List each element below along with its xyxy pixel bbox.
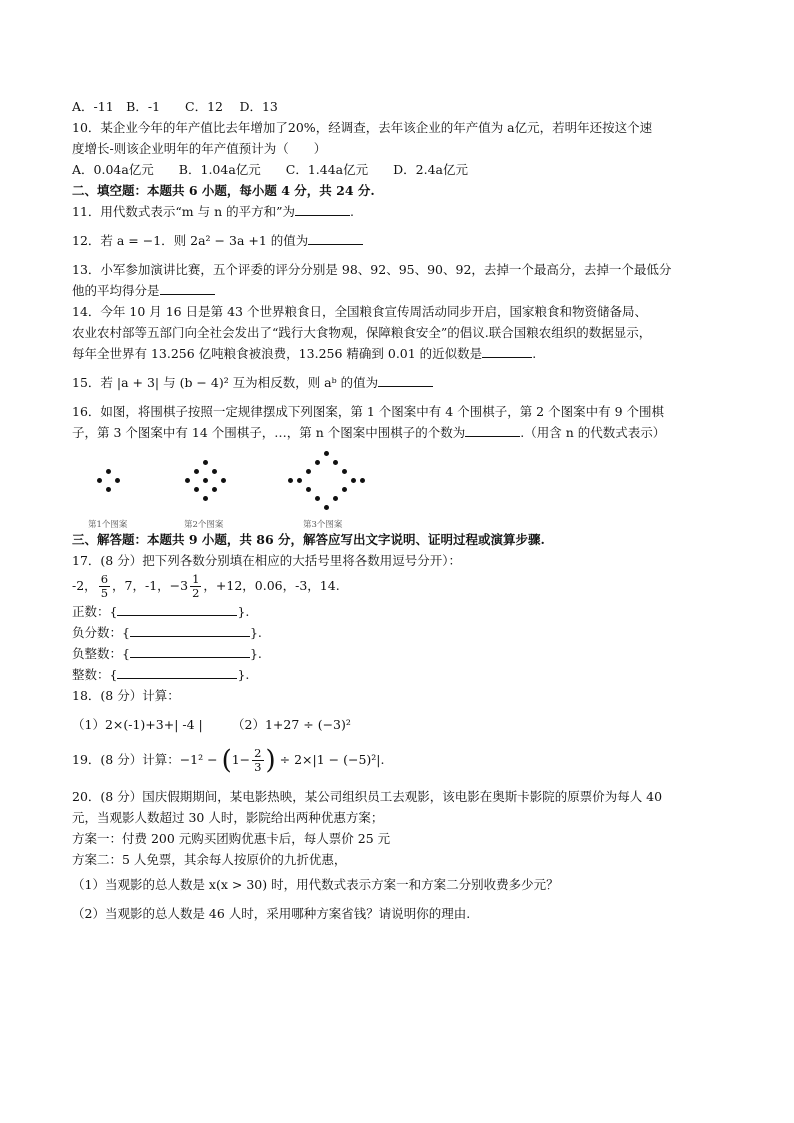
fraction-2-3 bbox=[252, 747, 263, 774]
category-label: 正数：{ bbox=[72, 604, 118, 619]
q16-line2 bbox=[72, 422, 732, 443]
go-stone bbox=[221, 478, 226, 483]
go-stone bbox=[194, 487, 199, 492]
q14-line2: 农业农村部等五部门向全社会发出了“践行大食物观，保障粮食安全”的倡议.联合国粮农组织的数据显示， bbox=[72, 325, 652, 340]
go-stone bbox=[315, 496, 320, 501]
go-stone bbox=[297, 478, 302, 483]
go-stone bbox=[342, 469, 347, 474]
q17-nums-c: ，+12，0.06，-3，14. bbox=[203, 578, 340, 593]
q12-text: 12．若 a = −1．则 2a² − 3a +1 的值为 bbox=[72, 233, 309, 248]
go-stone-pattern-figure bbox=[72, 449, 732, 530]
q11-text: 11．用代数式表示“m 与 n 的平方和”为 bbox=[72, 204, 296, 219]
go-stone bbox=[185, 478, 190, 483]
q14-answer-blank[interactable] bbox=[482, 343, 532, 358]
frac-denominator: 2 bbox=[192, 586, 200, 600]
go-stone bbox=[203, 460, 208, 465]
q20-sub2: （2）当观影的总人数是 46 人时，采用哪种方案省钱？请说明你的理由. bbox=[72, 905, 471, 921]
go-stone bbox=[324, 505, 329, 510]
go-stone bbox=[306, 487, 311, 492]
q13-text: 他的平均得分是 bbox=[72, 283, 160, 298]
q11 bbox=[72, 201, 732, 222]
q17-numbers bbox=[72, 571, 732, 601]
q20-sub1: （1）当观影的总人数是 x(x > 30) 时，用代数式表示方案一和方案二分别收费多少元？ bbox=[72, 876, 559, 892]
q17-line1: 17．(8 分）把下列各数分别填在相应的大括号里将各数用逗号分开）： bbox=[72, 553, 461, 568]
go-stone bbox=[106, 487, 111, 492]
q14-text: 每年全世界有 13.256 亿吨粮食被浪费，13.256 精确到 0.01 的近似数是 bbox=[72, 346, 483, 361]
q10-options: A．0.04a亿元 B．1.04a亿元 C．1.44a亿元 D．2.4a亿元 bbox=[72, 162, 468, 177]
q20-plan2: 方案二：5 人免票，其余每人按原价的九折优惠， bbox=[72, 851, 347, 867]
category-close: }. bbox=[249, 646, 262, 661]
caption-pattern-1: 第1个图案 bbox=[88, 520, 128, 530]
go-stone bbox=[203, 478, 208, 483]
q15-answer-blank[interactable] bbox=[378, 372, 433, 387]
go-stone bbox=[351, 478, 356, 483]
q13-line2 bbox=[72, 280, 732, 301]
q16-answer-blank[interactable] bbox=[465, 422, 520, 437]
q19-suffix: ÷ 2×|1 − (−5)²|. bbox=[279, 752, 385, 767]
q14-suffix: . bbox=[532, 346, 537, 361]
go-stone bbox=[333, 460, 338, 465]
category-answer-blank[interactable] bbox=[117, 664, 237, 679]
q18-line1: 18．(8 分）计算： bbox=[72, 688, 180, 703]
category-close: }. bbox=[237, 667, 250, 682]
section3-title: 三、解答题：本题共 9 小题，共 86 分，解答应写出文字说明、证明过程或演算步骤. bbox=[72, 532, 545, 547]
fraction-1-2 bbox=[190, 573, 201, 600]
q20-plan1: 方案一：付费 200 元购买团购优惠卡后，每人票价 25 元 bbox=[72, 830, 391, 846]
q15 bbox=[72, 372, 732, 393]
go-stone bbox=[115, 478, 120, 483]
go-stone bbox=[106, 469, 111, 474]
go-stone bbox=[212, 469, 217, 474]
frac-numerator: 1 bbox=[192, 572, 200, 586]
q10-line2: 度增长-则该企业明年的年产值预计为（ ） bbox=[72, 141, 327, 156]
go-stone bbox=[97, 478, 102, 483]
q16-line1: 16．如图，将围棋子按照一定规律摆成下列图案，第 1 个图案中有 4 个围棋子，第 2 个图案中有 9 个围棋 bbox=[72, 404, 665, 419]
q20-line2: 元，当观影人数超过 30 人时，影院给出两种优惠方案； bbox=[72, 809, 384, 825]
q11-suffix: . bbox=[350, 204, 354, 219]
section2-title: 二、填空题：本题共 6 小题，每小题 4 分，共 24 分. bbox=[72, 183, 375, 198]
caption-pattern-3: 第3个图案 bbox=[303, 520, 343, 530]
exam-page bbox=[72, 96, 732, 924]
q10-line1: 10．某企业今年的年产值比去年增加了20%，经调查，去年该企业的年产值为 a亿元，若明年还按这个速 bbox=[72, 120, 653, 135]
q20-line1: 20．(8 分）国庆假期期间，某电影热映，某公司组织员工去观影，该电影在奥斯卡影院的原票价为每人 40 bbox=[72, 788, 663, 804]
close-paren: ) bbox=[265, 745, 276, 776]
q17-category-integer bbox=[72, 664, 732, 685]
q19-inner: 1− bbox=[231, 752, 251, 767]
category-answer-blank[interactable] bbox=[130, 643, 250, 658]
q18-part2: （2）1+27 ÷ (−3)² bbox=[232, 717, 351, 732]
frac-numerator: 2 bbox=[254, 746, 262, 760]
q17-nums-a: -2， bbox=[72, 578, 97, 593]
go-stone bbox=[315, 460, 320, 465]
q17-nums-b: ，7，-1，−3 bbox=[112, 578, 189, 593]
q14-line1: 14．今年 10 月 16 日是第 43 个世界粮食日，全国粮食宣传周活动同步开启，国家粮食和物资储备局、 bbox=[72, 304, 647, 319]
go-stone bbox=[288, 478, 293, 483]
category-answer-blank[interactable] bbox=[130, 622, 250, 637]
q12-answer-blank[interactable] bbox=[308, 230, 363, 245]
q14-line3 bbox=[72, 343, 732, 364]
q15-text: 15．若 |a + 3| 与 (b − 4)² 互为相反数，则 aᵇ 的值为 bbox=[72, 375, 379, 390]
q17-category-negative-integer bbox=[72, 643, 732, 664]
fraction-6-5 bbox=[99, 573, 110, 600]
q16-text: 子，第 3 个图案中有 14 个围棋子，…，第 n 个图案中围棋子的个数为 bbox=[72, 425, 466, 440]
q16-suffix: .（用含 n 的代数式表示） bbox=[520, 425, 666, 440]
category-label: 负整数：{ bbox=[72, 646, 130, 661]
go-stone bbox=[203, 496, 208, 501]
q18-part1: （1）2×(-1)+3+| -4 | bbox=[72, 717, 203, 732]
q17-category-negative-fraction bbox=[72, 622, 732, 643]
q18-parts bbox=[72, 714, 732, 735]
q19 bbox=[72, 743, 732, 778]
category-label: 整数：{ bbox=[72, 667, 118, 682]
q13-line1: 13．小军参加演讲比赛，五个评委的评分分别是 98、92、95、90、92，去掉一个最高分，去掉一个最低分 bbox=[72, 262, 672, 277]
q19-prefix: 19．(8 分）计算：−1² − bbox=[72, 752, 218, 767]
category-label: 负分数：{ bbox=[72, 625, 130, 640]
go-stone bbox=[333, 496, 338, 501]
q13-answer-blank[interactable] bbox=[160, 280, 215, 295]
go-stone bbox=[306, 469, 311, 474]
category-close: }. bbox=[249, 625, 262, 640]
frac-denominator: 3 bbox=[254, 760, 262, 774]
q17-category-positive bbox=[72, 601, 732, 622]
open-paren: ( bbox=[221, 745, 232, 776]
go-stone bbox=[194, 469, 199, 474]
go-stone bbox=[212, 487, 217, 492]
q9-options: A．-11 B．-1 C．12 D．13 bbox=[72, 99, 278, 114]
q12 bbox=[72, 230, 732, 251]
go-stone bbox=[360, 478, 365, 483]
frac-denominator: 5 bbox=[100, 586, 109, 600]
go-stone bbox=[342, 487, 347, 492]
frac-numerator: 6 bbox=[100, 572, 109, 586]
category-close: }. bbox=[237, 604, 250, 619]
category-answer-blank[interactable] bbox=[117, 601, 237, 616]
caption-pattern-2: 第2个图案 bbox=[184, 520, 224, 530]
go-stone bbox=[324, 451, 329, 456]
q11-answer-blank[interactable] bbox=[295, 201, 350, 216]
